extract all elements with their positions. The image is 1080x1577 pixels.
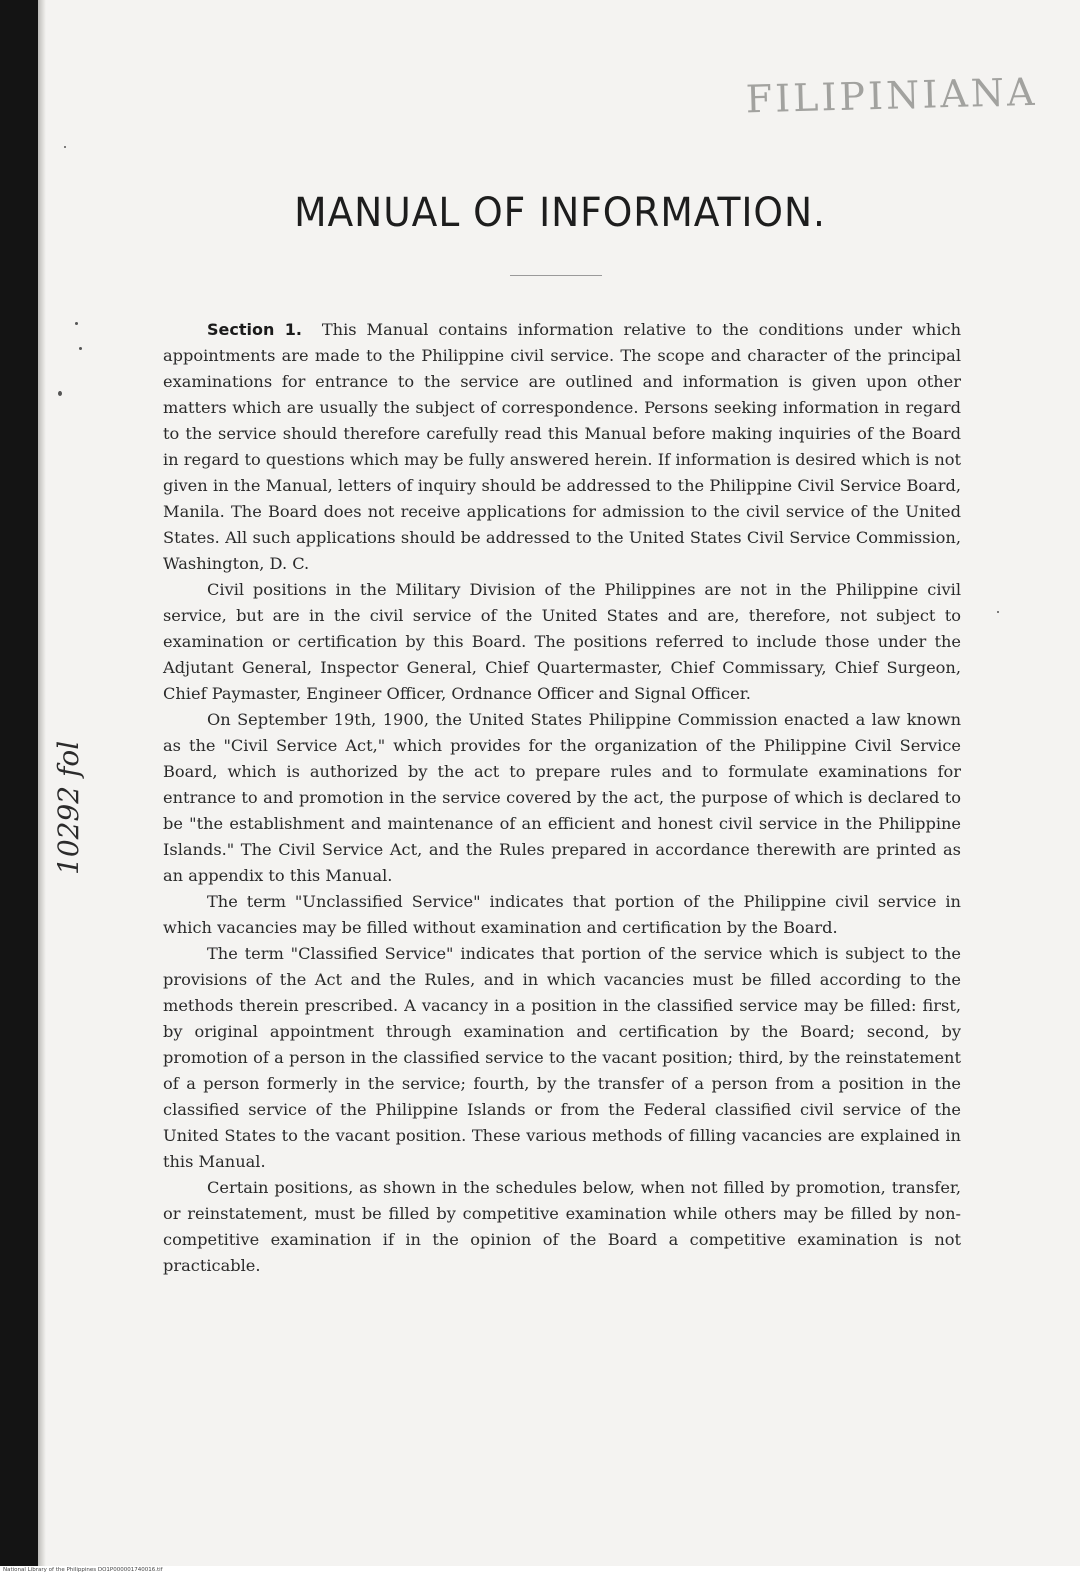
paragraph: The term "Classified Service" indicates that portion of the service which is subject to the provisions of the Act and the Rules, and in which vacancies must be filled according to the methods therein prescribed. A vacancy in a position in the classified service may be filled: first, by original appointment through examination and certification by the Board; second, by promotion of a person in the classified service to the vacant position; third, by the reinstatement of a person formerly in the service; fourth, by the transfer of a person from a position in the classified service of the Philippine Islands or from the Federal classified civil service of the United States to the vacant position. These various methods of filling vacancies are explained in this Manual. (163, 944, 961, 1171)
section-label: Section 1. (207, 320, 302, 339)
paragraph: On September 19th, 1900, the United States Philippine Commission enacted a law known as the "Civil Service Act," which provides for the organization of the Philippine Civil Service Board, which is authorized by the act to prepare rules and to formulate examinations for entrance to and promotion in the service covered by the act, the purpose of which is declared to be "the establishment and maintenance of an efficient and honest civil service in the Philippine Islands." The Civil Service Act, and the Rules prepared in accordance therewith are printed as an appendix to this Manual. (163, 710, 961, 885)
paper-speck (997, 611, 999, 613)
paper-speck (75, 322, 78, 325)
document-body (163, 317, 961, 1279)
page-title: MANUAL OF INFORMATION. (294, 190, 826, 236)
title-divider (510, 275, 602, 276)
paper-speck (64, 146, 66, 148)
filipiniana-stamp: FILIPINIANA (745, 69, 1038, 122)
paragraph: Certain positions, as shown in the schedules below, when not filled by promotion, transfer, or reinstatement, must be filled by competitive examination while others may be filled by non-competitive examination if in the opinion of the Board a competitive examination is not practicable. (163, 1178, 961, 1275)
handwritten-margin-note: 10292 fol (52, 740, 85, 875)
scan-footer-caption: National Library of the Philippines DO1P000001740016.tif (3, 1567, 163, 1573)
binding-edge-shadow (0, 0, 38, 1577)
paper-speck (79, 347, 82, 350)
binding-edge-gradient (38, 0, 46, 1577)
paper-speck (58, 391, 62, 396)
paragraph: Civil positions in the Military Division of the Philippines are not in the Philippine civil service, but are in the civil service of the United States and are, therefore, not subject to examination or certification by this Board. The positions referred to include those under the Adjutant General, Inspector General, Chief Quartermaster, Chief Commissary, Chief Surgeon, Chief Paymaster, Engineer Officer, Ordnance Officer and Signal Officer. (163, 580, 961, 703)
paragraph-section-1 (163, 317, 961, 577)
paragraph-text: This Manual contains information relative to the conditions under which appointments are made to the Philippine civil service. The scope and character of the principal examinations for entrance to the service are outlined and information is given upon other matters which are usually the subject of correspondence. Persons seeking information in regard to the service should therefore carefully read this Manual before making inquiries of the Board in regard to questions which may be fully answered herein. If information is desired which is not given in the Manual, letters of inquiry should be addressed to the Philippine Civil Service Board, Manila. The Board does not receive applications for admission to the civil service of the United States. All such applications should be addressed to the United States Civil Service Commission, Washington, D. C. (163, 320, 962, 573)
paragraph: The term "Unclassified Service" indicates that portion of the Philippine civil service in which vacancies may be filled without examination and certification by the Board. (163, 892, 961, 937)
